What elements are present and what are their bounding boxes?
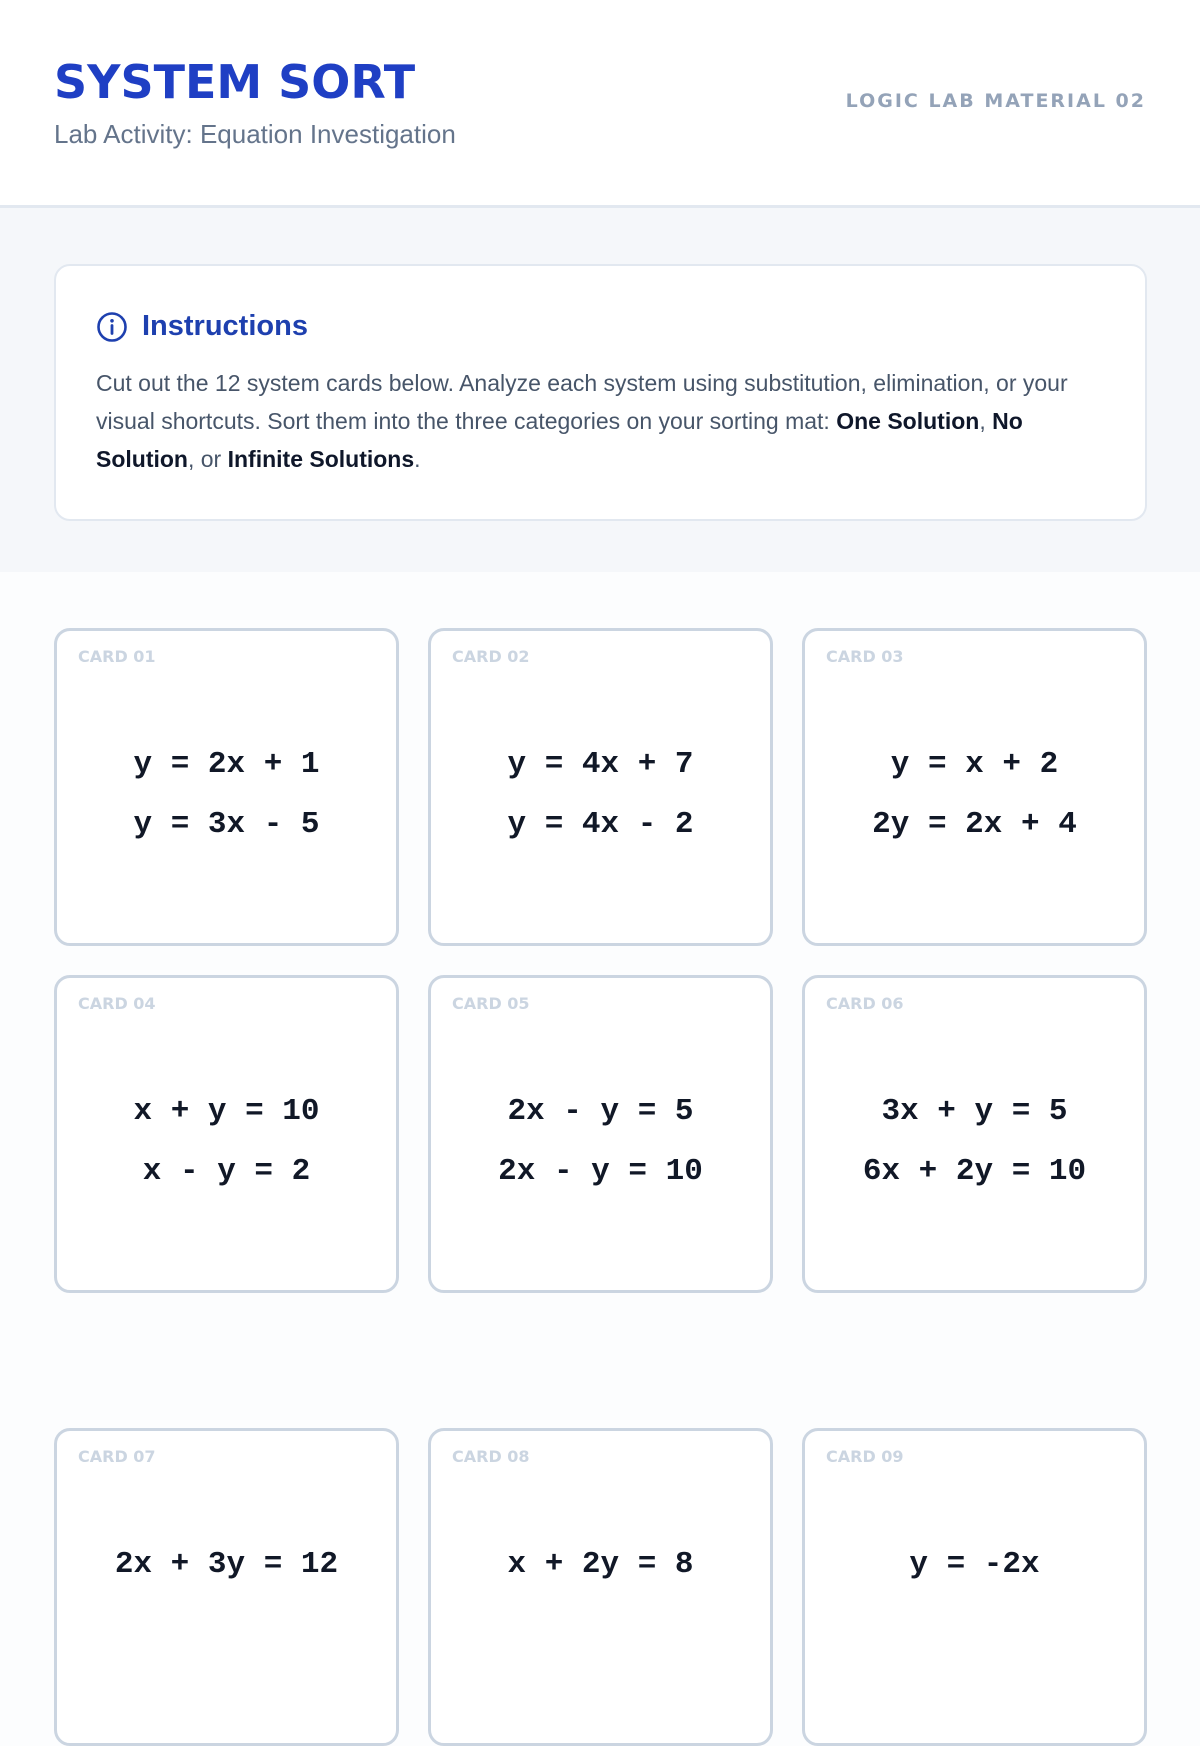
equation: y = 4x + 7 bbox=[507, 747, 694, 782]
system-card[interactable] bbox=[54, 1428, 399, 1746]
card-label: CARD 03 bbox=[826, 647, 904, 666]
equation: 2y = 2x + 4 bbox=[872, 807, 1077, 842]
instructions-header bbox=[96, 310, 308, 343]
page-subtitle: Lab Activity: Equation Investigation bbox=[54, 119, 456, 149]
equation: 3x + y = 5 bbox=[881, 1094, 1068, 1129]
card-equations bbox=[805, 1535, 1144, 1595]
equation: x + 2y = 8 bbox=[507, 1547, 694, 1582]
equation: y = 4x - 2 bbox=[507, 807, 694, 842]
equation: 2x - y = 5 bbox=[507, 1094, 694, 1129]
category-no-solution: No Solution bbox=[96, 408, 1023, 472]
system-card[interactable] bbox=[802, 1428, 1147, 1746]
card-label: CARD 01 bbox=[78, 647, 156, 666]
info-icon bbox=[96, 311, 128, 343]
system-card[interactable] bbox=[428, 975, 773, 1293]
card-equations bbox=[431, 735, 770, 855]
system-card[interactable] bbox=[802, 628, 1147, 946]
equation: y = 2x + 1 bbox=[133, 747, 320, 782]
system-card[interactable] bbox=[428, 628, 773, 946]
instructions-panel bbox=[54, 264, 1147, 521]
card-equations bbox=[431, 1082, 770, 1202]
page-title: SYSTEM SORT bbox=[54, 55, 416, 109]
instructions-separator: , or bbox=[187, 446, 228, 472]
material-label: LOGIC LAB MATERIAL 02 bbox=[845, 90, 1146, 112]
equation: y = x + 2 bbox=[890, 747, 1059, 782]
card-equations bbox=[57, 1535, 396, 1595]
system-card[interactable] bbox=[54, 975, 399, 1293]
card-equations bbox=[57, 735, 396, 855]
category-one-solution: One Solution bbox=[836, 408, 980, 434]
card-equations bbox=[805, 1082, 1144, 1202]
equation: x - y = 2 bbox=[142, 1154, 311, 1189]
card-label: CARD 04 bbox=[78, 994, 156, 1013]
equation: y = -2x bbox=[909, 1547, 1040, 1582]
equation: x + y = 10 bbox=[133, 1094, 320, 1129]
instructions-title: Instructions bbox=[142, 310, 308, 342]
system-card[interactable] bbox=[428, 1428, 773, 1746]
equation: 2x + 3y = 12 bbox=[114, 1547, 339, 1582]
system-card[interactable] bbox=[54, 628, 399, 946]
system-card[interactable] bbox=[802, 975, 1147, 1293]
card-equations bbox=[431, 1535, 770, 1595]
card-label: CARD 06 bbox=[826, 994, 904, 1013]
page-header bbox=[0, 0, 1200, 208]
card-label: CARD 05 bbox=[452, 994, 530, 1013]
instructions-body: Cut out the 12 system cards below. Analyze each system using substitution, elimination, or your visual shortcuts. Sort them into the three categories on your sorting mat: bbox=[96, 370, 1068, 434]
equation: 6x + 2y = 10 bbox=[862, 1154, 1087, 1189]
equation: 2x - y = 10 bbox=[498, 1154, 703, 1189]
card-equations bbox=[805, 735, 1144, 855]
instructions-separator: , bbox=[979, 408, 993, 434]
card-equations bbox=[57, 1082, 396, 1202]
category-infinite-solutions: Infinite Solutions bbox=[227, 446, 415, 472]
instructions-end: . bbox=[414, 446, 421, 472]
card-label: CARD 09 bbox=[826, 1447, 904, 1466]
equation: y = 3x - 5 bbox=[133, 807, 320, 842]
card-label: CARD 02 bbox=[452, 647, 530, 666]
card-label: CARD 07 bbox=[78, 1447, 156, 1466]
instructions-text bbox=[96, 364, 1106, 478]
card-label: CARD 08 bbox=[452, 1447, 530, 1466]
